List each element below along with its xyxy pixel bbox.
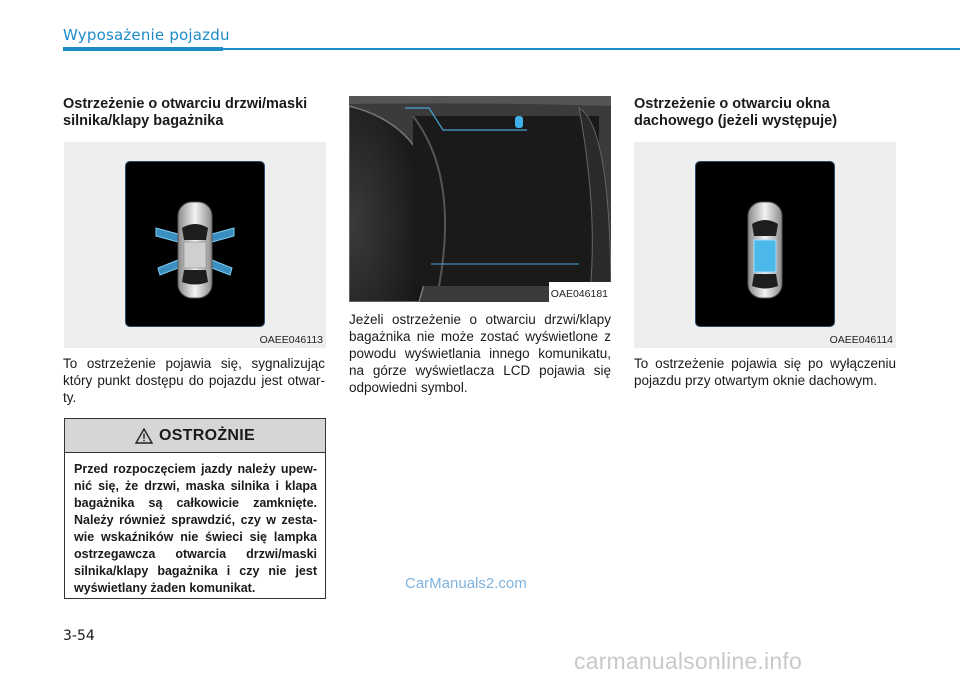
header-rule-accent — [63, 47, 223, 51]
door-open-indicator-icon — [515, 116, 523, 128]
col3-paragraph: To ostrzeżenie pojawia się po wyłączeniu pojazdu przy otwartym oknie dachowym. — [634, 356, 896, 388]
sunroof-warning-figure — [634, 142, 896, 348]
col3-heading-line1: Ostrzeżenie o otwarciu okna — [634, 96, 830, 112]
caution-title: OSTROŻNIE — [158, 426, 256, 444]
col3-heading-line2: dachowego (jeżeli występuje) — [634, 113, 838, 129]
col1-heading-line1: Ostrzeżenie o otwarciu drzwi/maski — [63, 96, 308, 112]
page-number: 3-54 — [63, 628, 95, 644]
col1-paragraph: To ostrzeżenie pojawia się, sygnalizując który punkt dostępu do pojazdu jest otwar-ty. — [63, 356, 325, 405]
sunroof-warning-screen — [695, 161, 835, 327]
door-warning-figure — [64, 142, 326, 348]
footer-watermark[interactable]: carmanualsonline.info — [574, 648, 802, 674]
instrument-cluster-image — [349, 96, 611, 302]
caution-header — [65, 419, 325, 453]
car-doors-open-icon — [126, 162, 264, 326]
col1-heading-line2: silnika/klapy bagażnika — [63, 113, 224, 129]
section-title: Wyposażenie pojazdu — [63, 26, 230, 44]
figure-code: OAE046181 — [550, 288, 608, 300]
figure-code: OAEE046114 — [829, 334, 893, 346]
warning-triangle-icon — [135, 428, 153, 444]
col2-paragraph: Jeżeli ostrzeżenie o otwarciu drzwi/klapy bagażnika nie może zostać wyświetlone z powodu wyświetlania innego komunikatu, na górze wyświetlacza LCD pojawia się odpowiedni symbol. — [349, 312, 611, 395]
caution-box — [64, 418, 326, 599]
car-sunroof-open-icon — [696, 162, 834, 326]
cluster-figure — [349, 96, 611, 302]
caution-body: Przed rozpoczęciem jazdy należy upew-nić się, że drzwi, maska silnika i klapa bagażnika są całkowicie zamknięte. Należy również sprawdzić, czy w zesta-wie wskaźników nie świeci się lampka ostrzegawcza otwarcia drzwi/maski silnika/klapy bagażnika i czy nie jest wyświetlany żaden komunikat. — [74, 462, 317, 595]
figure-code: OAEE046113 — [259, 334, 323, 346]
door-warning-screen — [125, 161, 265, 327]
watermark[interactable]: CarManuals2.com — [405, 575, 527, 592]
